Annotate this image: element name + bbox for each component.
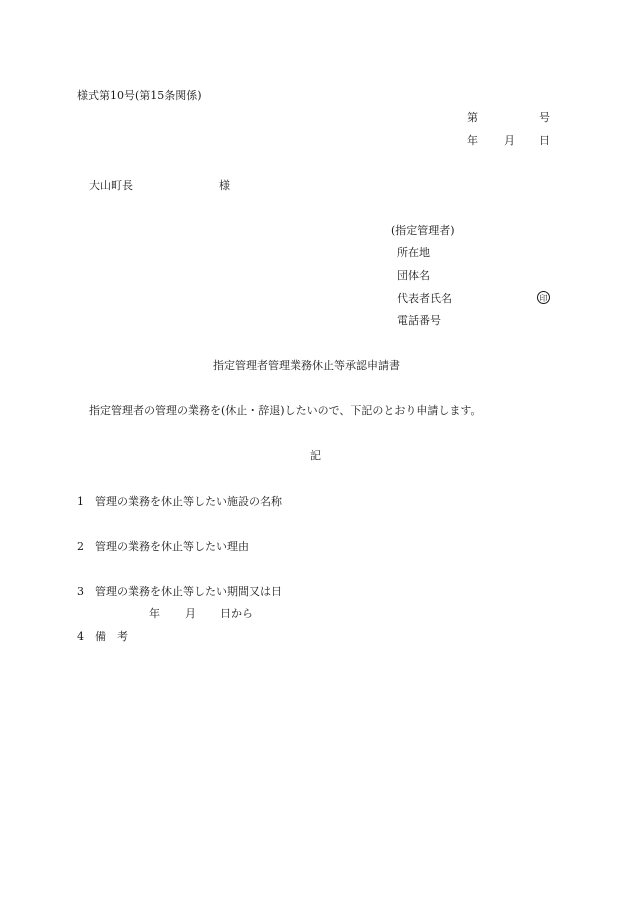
date-day: 日 <box>539 134 550 147</box>
date-year: 年 <box>467 134 478 147</box>
item-3-num: 3 <box>77 585 84 598</box>
item-4-num: 4 <box>77 630 84 643</box>
number-dai: 第 <box>467 111 478 124</box>
item-3-text: 管理の業務を休止等したい期間又は日 <box>95 585 282 598</box>
applicant-phone-label: 電話番号 <box>397 314 441 327</box>
seal-mark: 印 <box>537 291 550 304</box>
body-text: 指定管理者の管理の業務を(休止・辞退)したいので、下記のとおり申請します。 <box>89 404 482 417</box>
applicant-address-label: 所在地 <box>397 246 430 259</box>
document-title: 指定管理者管理業務休止等承認申請書 <box>213 359 400 372</box>
applicant-header: (指定管理者) <box>391 224 455 237</box>
ki-heading: 記 <box>310 449 321 462</box>
addressee-name: 大山町長 <box>89 179 133 192</box>
form-label: 様式第10号(第15条関係) <box>77 89 202 102</box>
item-1-num: 1 <box>77 495 84 508</box>
item-4-text: 備 考 <box>95 630 128 643</box>
number-go: 号 <box>539 111 550 124</box>
item-2-num: 2 <box>77 540 84 553</box>
date-month: 月 <box>504 134 515 147</box>
item-2-text: 管理の業務を休止等したい理由 <box>95 540 249 553</box>
period-year: 年 <box>149 607 160 620</box>
period-from: 日から <box>220 607 253 620</box>
item-1-text: 管理の業務を休止等したい施設の名称 <box>95 495 282 508</box>
period-month: 月 <box>185 607 196 620</box>
applicant-org-label: 団体名 <box>397 269 430 282</box>
addressee-honorific: 様 <box>219 179 230 192</box>
applicant-rep-label: 代表者氏名 <box>397 292 452 305</box>
